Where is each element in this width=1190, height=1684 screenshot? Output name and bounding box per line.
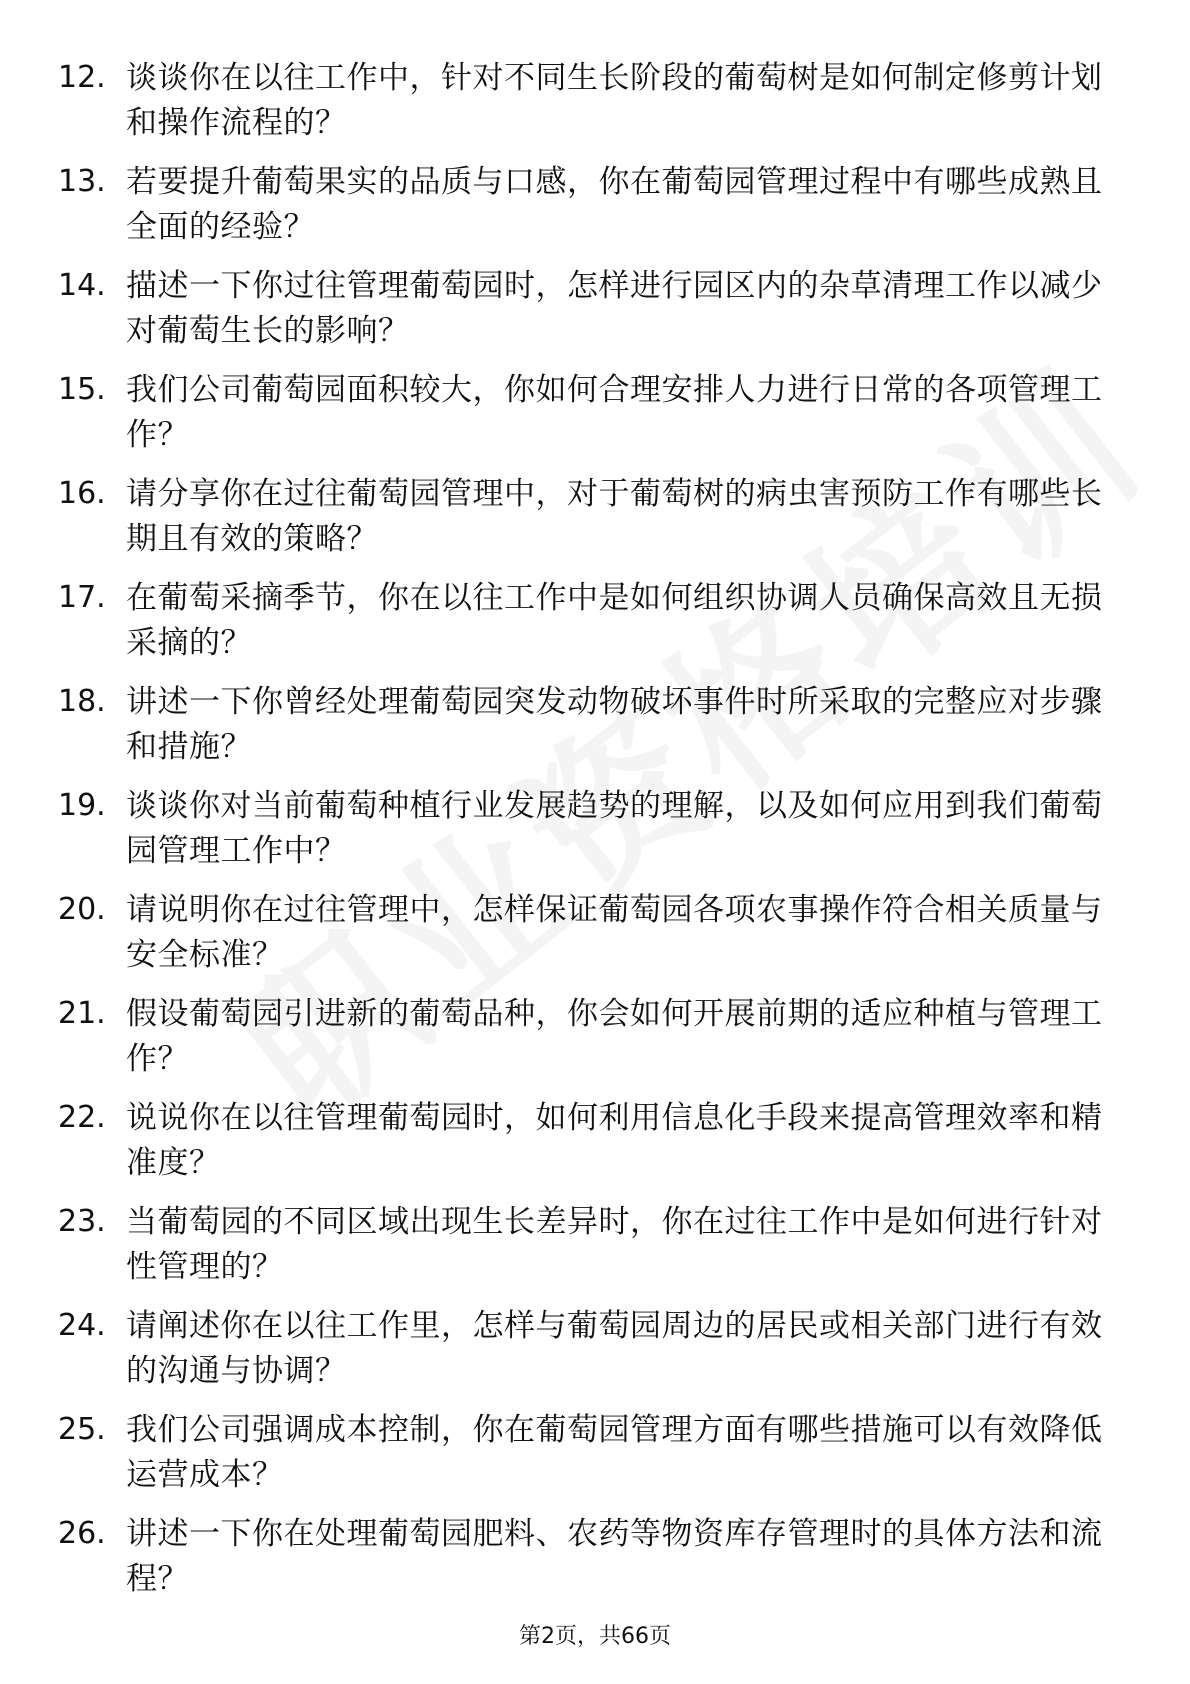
question-text: 描述一下你过往管理葡萄园时，怎样进行园区内的杂草清理工作以减少对葡萄生长的影响？ — [126, 268, 1103, 349]
question-text: 我们公司强调成本控制，你在葡萄园管理方面有哪些措施可以有效降低运营成本？ — [126, 1412, 1103, 1493]
question-item — [0, 1288, 1190, 1392]
question-text: 请说明你在过往管理中，怎样保证葡萄园各项农事操作符合相关质量与安全标准？ — [126, 892, 1103, 973]
question-text: 讲述一下你曾经处理葡萄园突发动物破坏事件时所采取的完整应对步骤和措施？ — [126, 684, 1103, 765]
question-number: 15. — [58, 372, 106, 407]
question-text: 谈谈你对当前葡萄种植行业发展趋势的理解，以及如何应用到我们葡萄园管理工作中？ — [126, 788, 1103, 869]
question-number: 17. — [58, 580, 106, 615]
question-number: 12. — [58, 60, 106, 95]
question-number: 20. — [58, 892, 106, 927]
question-text: 假设葡萄园引进新的葡萄品种，你会如何开展前期的适应种植与管理工作？ — [126, 996, 1103, 1077]
question-number: 19. — [58, 788, 106, 823]
question-item — [0, 1184, 1190, 1288]
question-item — [0, 1080, 1190, 1184]
question-text: 当葡萄园的不同区域出现生长差异时，你在过往工作中是如何进行针对性管理的？ — [126, 1204, 1103, 1285]
question-number: 26. — [58, 1516, 106, 1551]
question-text: 请阐述你在以往工作里，怎样与葡萄园周边的居民或相关部门进行有效的沟通与协调？ — [126, 1308, 1103, 1389]
question-item — [0, 456, 1190, 560]
question-number: 13. — [58, 164, 106, 199]
question-text: 若要提升葡萄果实的品质与口感，你在葡萄园管理过程中有哪些成熟且全面的经验？ — [126, 164, 1103, 245]
question-number: 23. — [58, 1204, 106, 1239]
question-text: 讲述一下你在处理葡萄园肥料、农药等物资库存管理时的具体方法和流程？ — [126, 1516, 1103, 1597]
question-number: 22. — [58, 1100, 106, 1135]
question-item — [0, 768, 1190, 872]
question-item — [0, 1496, 1190, 1600]
question-item — [0, 40, 1190, 144]
question-item — [0, 144, 1190, 248]
question-item — [0, 248, 1190, 352]
question-number: 25. — [58, 1412, 106, 1447]
question-item — [0, 1392, 1190, 1496]
question-text: 我们公司葡萄园面积较大，你如何合理安排人力进行日常的各项管理工作？ — [126, 372, 1103, 453]
question-number: 24. — [58, 1308, 106, 1343]
question-item — [0, 872, 1190, 976]
page-footer — [0, 1622, 1190, 1652]
page-number-label: 第2页，共66页 — [519, 1624, 671, 1649]
question-number: 21. — [58, 996, 106, 1031]
question-number: 18. — [58, 684, 106, 719]
question-item — [0, 352, 1190, 456]
question-item — [0, 976, 1190, 1080]
question-text: 请分享你在过往葡萄园管理中，对于葡萄树的病虫害预防工作有哪些长期且有效的策略？ — [126, 476, 1103, 557]
question-item — [0, 664, 1190, 768]
question-item — [0, 560, 1190, 664]
question-number: 16. — [58, 476, 106, 511]
question-text: 谈谈你在以往工作中，针对不同生长阶段的葡萄树是如何制定修剪计划和操作流程的？ — [126, 60, 1103, 141]
question-text: 说说你在以往管理葡萄园时，如何利用信息化手段来提高管理效率和精准度？ — [126, 1100, 1103, 1181]
question-list — [0, 40, 1190, 1600]
question-text: 在葡萄采摘季节，你在以往工作中是如何组织协调人员确保高效且无损采摘的？ — [126, 580, 1103, 661]
question-number: 14. — [58, 268, 106, 303]
